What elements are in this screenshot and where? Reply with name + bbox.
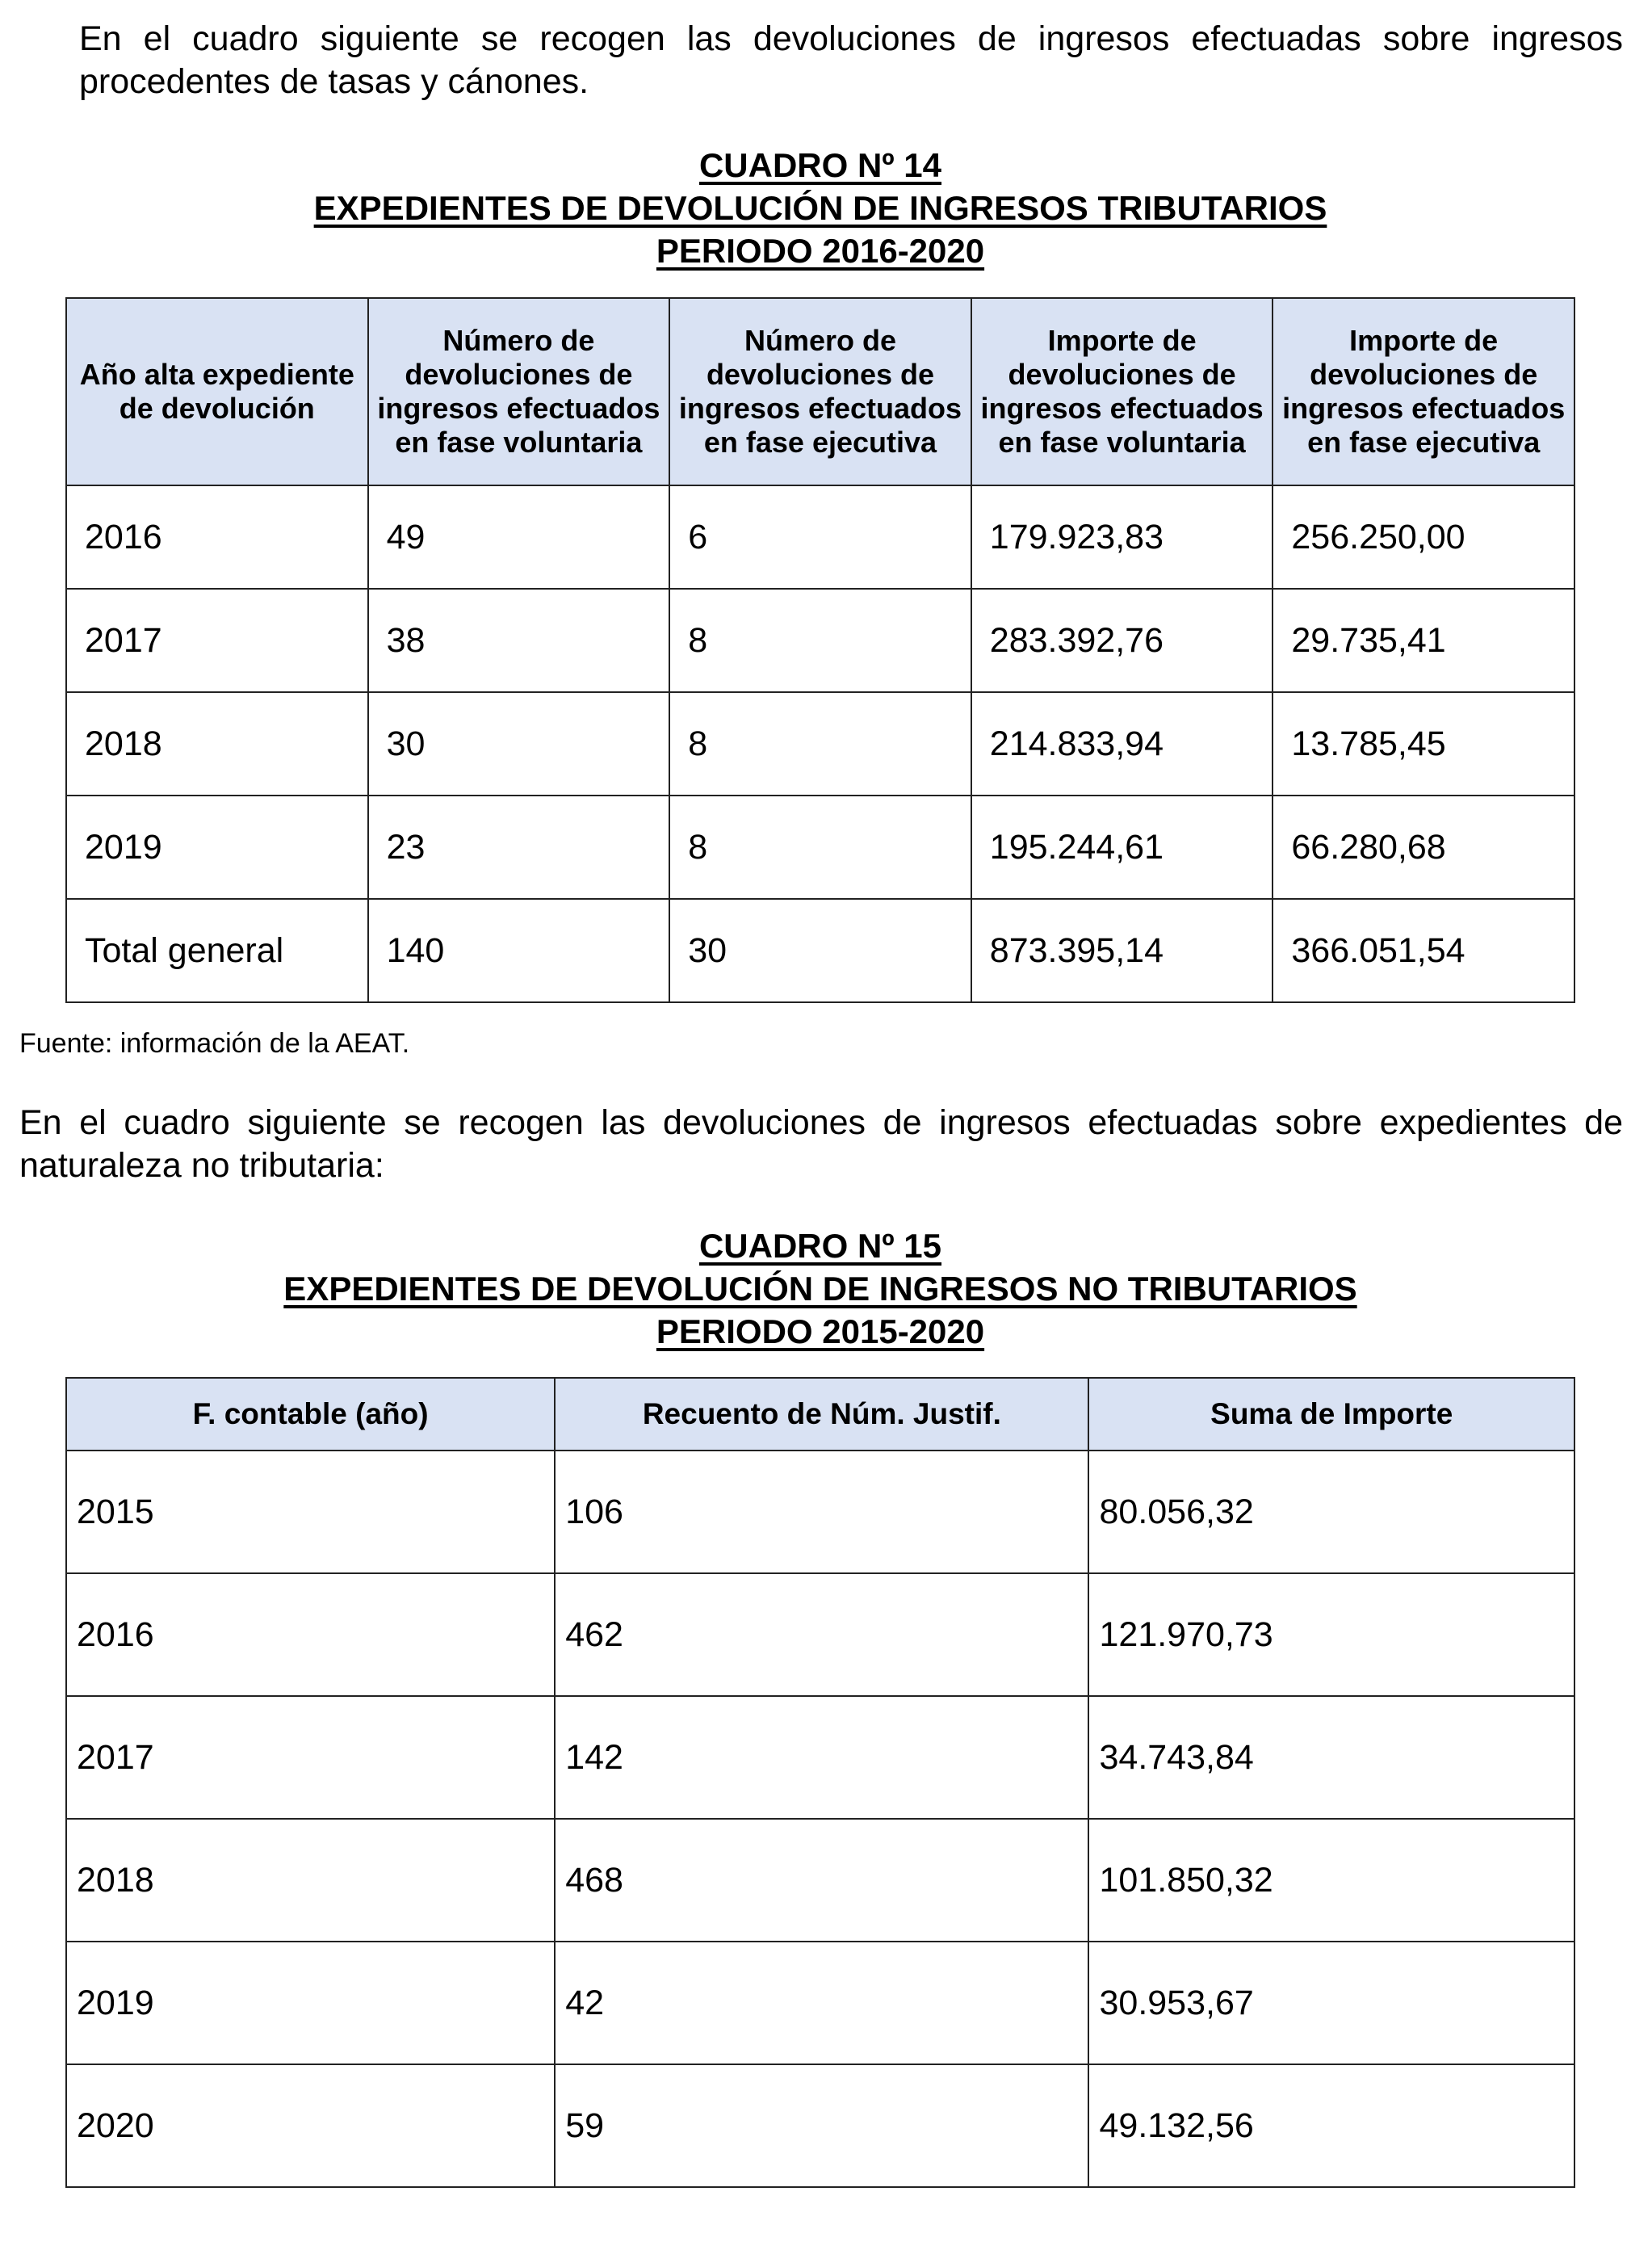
table-cell: 2018	[66, 1819, 555, 1942]
table-cell: 30	[669, 899, 971, 1002]
table-14-source: Fuente: información de la AEAT.	[19, 1028, 410, 1059]
table-cell: 2015	[66, 1451, 555, 1573]
table-cell: 23	[368, 796, 670, 899]
table-14-header-cell: Número de devoluciones de ingresos efectuados en fase ejecutiva	[669, 298, 971, 485]
table-cell: 6	[669, 485, 971, 589]
table-cell: 2020	[66, 2064, 555, 2187]
table-cell: 2016	[66, 485, 368, 589]
table-cell: 142	[555, 1696, 1088, 1819]
table-cell: Total general	[66, 899, 368, 1002]
table-row	[66, 692, 1574, 796]
table-row	[66, 2064, 1574, 2187]
table-14-heading: EXPEDIENTES DE DEVOLUCIÓN DE INGRESOS TRIBUTARIOS	[313, 189, 1327, 227]
table-cell: 2019	[66, 1942, 555, 2064]
table-cell: 214.833,94	[971, 692, 1273, 796]
table-cell: 121.970,73	[1088, 1573, 1574, 1696]
table-cell: 8	[669, 589, 971, 692]
table-15-heading: EXPEDIENTES DE DEVOLUCIÓN DE INGRESOS NO TRIBUTARIOS	[283, 1270, 1357, 1308]
table-cell: 29.735,41	[1273, 589, 1574, 692]
table-cell: 2016	[66, 1573, 555, 1696]
table-row	[66, 1451, 1574, 1573]
table-cell: 8	[669, 796, 971, 899]
table-cell: 30.953,67	[1088, 1942, 1574, 2064]
table-cell: 140	[368, 899, 670, 1002]
table-cell: 195.244,61	[971, 796, 1273, 899]
table-14-header-cell: Número de devoluciones de ingresos efectuados en fase voluntaria	[368, 298, 670, 485]
intro-paragraph-1: En el cuadro siguiente se recogen las devoluciones de ingresos efectuadas sobre ingresos procedentes de tasas y cánones.	[79, 19, 1623, 101]
table-cell: 34.743,84	[1088, 1696, 1574, 1819]
table-cell: 49	[368, 485, 670, 589]
table-row	[66, 1819, 1574, 1942]
table-15-header-row	[66, 1378, 1574, 1451]
table-cell: 8	[669, 692, 971, 796]
table-15-header-cell: Recuento de Núm. Justif.	[555, 1378, 1088, 1451]
table-cell: 2017	[66, 1696, 555, 1819]
table-cell: 2019	[66, 796, 368, 899]
table-cell: 42	[555, 1942, 1088, 2064]
table-cell: 30	[368, 692, 670, 796]
table-14	[65, 297, 1575, 1003]
table-cell: 366.051,54	[1273, 899, 1574, 1002]
table-cell: 256.250,00	[1273, 485, 1574, 589]
table-row	[66, 589, 1574, 692]
table-14-header-row	[66, 298, 1574, 485]
table-14-header-cell: Importe de devoluciones de ingresos efectuados en fase ejecutiva	[1273, 298, 1574, 485]
table-cell: 38	[368, 589, 670, 692]
table-total-row	[66, 899, 1574, 1002]
table-cell: 101.850,32	[1088, 1819, 1574, 1942]
table-cell: 2018	[66, 692, 368, 796]
table-cell: 462	[555, 1573, 1088, 1696]
table-cell: 80.056,32	[1088, 1451, 1574, 1573]
table-row	[66, 1573, 1574, 1696]
table-row	[66, 485, 1574, 589]
table-row	[66, 1942, 1574, 2064]
table-15-number: CUADRO Nº 15	[698, 1227, 942, 1265]
table-15-period: PERIODO 2015-2020	[656, 1312, 985, 1350]
table-cell: 66.280,68	[1273, 796, 1574, 899]
table-14-period: PERIODO 2016-2020	[656, 232, 985, 270]
table-14-number: CUADRO Nº 14	[698, 146, 942, 184]
table-15-header-cell: F. contable (año)	[66, 1378, 555, 1451]
table-14-header-cell: Año alta expediente de devolución	[66, 298, 368, 485]
table-row	[66, 796, 1574, 899]
table-cell: 468	[555, 1819, 1088, 1942]
table-15-header-cell: Suma de Importe	[1088, 1378, 1574, 1451]
table-cell: 13.785,45	[1273, 692, 1574, 796]
intro-paragraph-2: En el cuadro siguiente se recogen las devoluciones de ingresos efectuadas sobre expedientes de naturaleza no tributaria:	[19, 1103, 1623, 1185]
table-14-header-cell: Importe de devoluciones de ingresos efectuados en fase voluntaria	[971, 298, 1273, 485]
table-cell: 106	[555, 1451, 1088, 1573]
table-cell: 873.395,14	[971, 899, 1273, 1002]
table-cell: 283.392,76	[971, 589, 1273, 692]
table-cell: 59	[555, 2064, 1088, 2187]
table-cell: 179.923,83	[971, 485, 1273, 589]
table-cell: 2017	[66, 589, 368, 692]
table-cell: 49.132,56	[1088, 2064, 1574, 2187]
table-15-title	[65, 1224, 1576, 1353]
table-15	[65, 1377, 1575, 2188]
table-row	[66, 1696, 1574, 1819]
table-14-title	[65, 144, 1576, 272]
